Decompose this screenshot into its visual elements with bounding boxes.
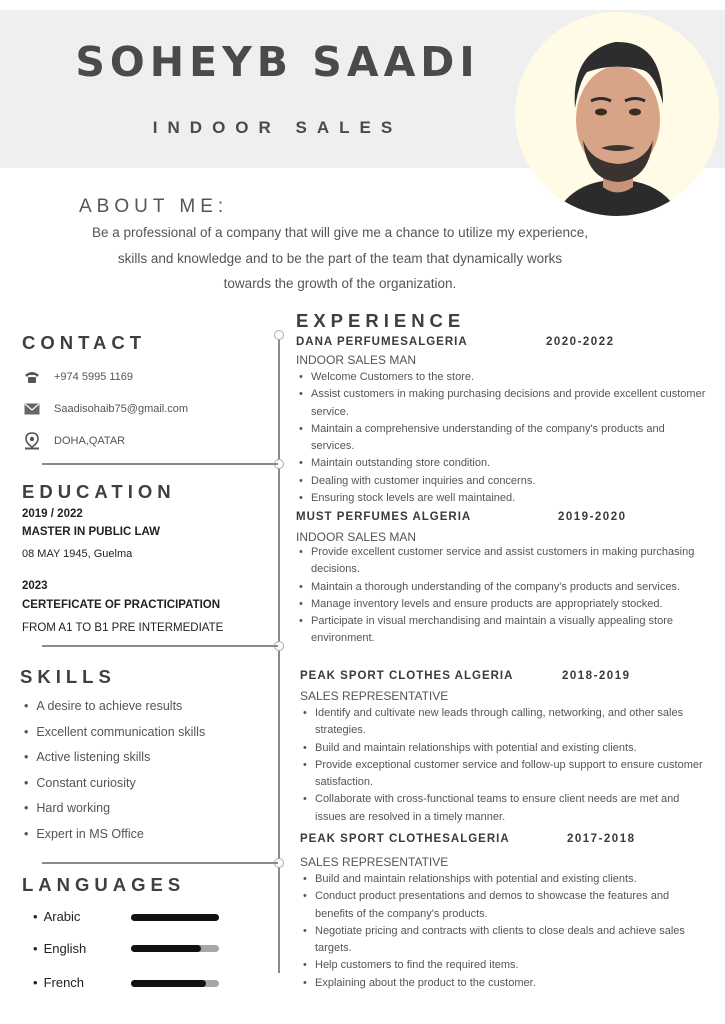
profile-photo bbox=[515, 12, 719, 216]
section-divider bbox=[42, 862, 278, 864]
job-dates: 2017-2018 bbox=[567, 833, 636, 845]
language-name: • French bbox=[33, 975, 84, 990]
job-bullet: • Maintain outstanding store condition. bbox=[296, 455, 708, 472]
job-bullets bbox=[296, 544, 708, 648]
language-level-fill bbox=[131, 914, 219, 921]
education-year: 2023 bbox=[22, 580, 48, 592]
section-divider bbox=[42, 645, 278, 647]
job-bullet: • Build and maintain relationships with potential and existing clients. bbox=[300, 871, 710, 888]
envelope-icon bbox=[22, 403, 42, 415]
job-bullets bbox=[296, 369, 708, 507]
job-bullet: • Maintain a comprehensive understanding of the company's products and services. bbox=[296, 421, 708, 456]
language-level-fill bbox=[131, 980, 206, 987]
email-address: Saadisohaib75@gmail.com bbox=[54, 403, 189, 415]
skill-item: • Active listening skills bbox=[24, 750, 150, 764]
job-bullet: • Ensuring stock levels are well maintained. bbox=[296, 490, 708, 507]
skill-item: • A desire to achieve results bbox=[24, 699, 182, 713]
language-level-fill bbox=[131, 945, 201, 952]
job-bullet: • Welcome Customers to the store. bbox=[296, 369, 708, 386]
job-bullet: • Provide exceptional customer service and follow-up support to ensure customer satisfaction. bbox=[300, 757, 708, 792]
job-company: PEAK SPORT CLOTHES ALGERIA bbox=[300, 670, 514, 682]
job-dates: 2019-2020 bbox=[558, 511, 627, 523]
education-degree: MASTER IN PUBLIC LAW bbox=[22, 526, 160, 538]
job-bullet: • Provide excellent customer service and assist customers in making purchasing decisions. bbox=[296, 544, 708, 579]
section-divider bbox=[42, 463, 278, 465]
job-company: MUST PERFUMES ALGERIA bbox=[296, 511, 472, 523]
job-dates: 2018-2019 bbox=[562, 670, 631, 682]
portrait-icon bbox=[515, 12, 719, 216]
job-bullet: • Help customers to find the required items. bbox=[300, 957, 710, 974]
about-heading: ABOUT ME: bbox=[79, 196, 229, 217]
language-level-bar bbox=[131, 980, 219, 987]
education-year: 2019 / 2022 bbox=[22, 508, 83, 520]
job-bullets bbox=[300, 871, 710, 992]
location-text: DOHA,QATAR bbox=[54, 435, 126, 447]
experience-heading: EXPERIENCE bbox=[296, 310, 466, 331]
job-bullet: • Build and maintain relationships with potential and existing clients. bbox=[300, 740, 708, 757]
contact-phone[interactable] bbox=[22, 367, 133, 387]
about-line: skills and knowledge and to be the part of the team that dynamically works bbox=[117, 250, 563, 266]
contact-email[interactable] bbox=[22, 399, 188, 419]
about-line: Be a professional of a company that will give me a chance to utilize my experience, bbox=[91, 225, 588, 240]
job-bullet: • Conduct product presentations and demos to showcase the features and benefits of the company's products. bbox=[300, 888, 710, 923]
job-bullet: • Manage inventory levels and ensure products are appropriately stocked. bbox=[296, 596, 708, 613]
job-bullet: • Dealing with customer inquiries and concerns. bbox=[296, 473, 708, 490]
job-bullet: • Negotiate pricing and contracts with clients to close deals and achieve sales targets. bbox=[300, 923, 710, 958]
job-bullet: • Identify and cultivate new leads through calling, networking, and other sales strategies. bbox=[300, 705, 708, 740]
about-line: towards the growth of the organization. bbox=[223, 276, 457, 291]
about-text bbox=[40, 220, 640, 297]
language-name: • English bbox=[33, 941, 86, 956]
language-name: • Arabic bbox=[33, 909, 80, 924]
contact-location bbox=[22, 431, 125, 451]
job-dates: 2020-2022 bbox=[546, 336, 615, 348]
job-bullet: • Participate in visual merchandising and maintain a visually appealing store environment. bbox=[296, 613, 708, 648]
job-role: INDOOR SALES MAN bbox=[296, 530, 417, 544]
language-level-bar bbox=[131, 945, 219, 952]
location-pin-icon bbox=[22, 432, 42, 450]
contact-heading: CONTACT bbox=[22, 332, 147, 353]
timeline-knot bbox=[274, 330, 284, 340]
languages-heading: LANGUAGES bbox=[22, 874, 186, 895]
job-title: INDOOR SALES bbox=[152, 118, 403, 137]
skill-item: • Excellent communication skills bbox=[24, 725, 205, 739]
education-detail: FROM A1 TO B1 PRE INTERMEDIATE bbox=[22, 622, 224, 634]
job-role: INDOOR SALES MAN bbox=[296, 353, 417, 367]
education-degree: CERTEFICATE OF PRACTICIPATION bbox=[22, 599, 221, 611]
job-bullets bbox=[300, 705, 708, 826]
job-company: PEAK SPORT CLOTHESALGERIA bbox=[300, 833, 510, 845]
phone-icon bbox=[22, 370, 42, 384]
education-detail: 08 MAY 1945, Guelma bbox=[22, 548, 133, 560]
language-level-bar bbox=[131, 914, 219, 921]
job-bullet: • Explaining about the product to the customer. bbox=[300, 975, 710, 992]
job-company: DANA PERFUMESALGERIA bbox=[296, 336, 468, 348]
job-bullet: • Maintain a thorough understanding of the company's products and services. bbox=[296, 579, 708, 596]
job-bullet: • Collaborate with cross-functional teams to ensure client needs are met and issues are resolved in a timely manner. bbox=[300, 791, 708, 826]
timeline-divider bbox=[278, 333, 280, 973]
skill-item: • Constant curiosity bbox=[24, 776, 136, 790]
job-role: SALES REPRESENTATIVE bbox=[300, 689, 449, 703]
candidate-name: SOHEYB SAADI bbox=[75, 38, 480, 86]
phone-number: +974 5995 1169 bbox=[54, 371, 134, 383]
skill-item: • Hard working bbox=[24, 801, 110, 815]
skills-heading: SKILLS bbox=[20, 666, 116, 687]
skill-item: • Expert in MS Office bbox=[24, 827, 144, 841]
education-heading: EDUCATION bbox=[22, 481, 176, 502]
job-bullet: • Assist customers in making purchasing decisions and provide excellent customer service. bbox=[296, 386, 708, 421]
job-role: SALES REPRESENTATIVE bbox=[300, 855, 449, 869]
